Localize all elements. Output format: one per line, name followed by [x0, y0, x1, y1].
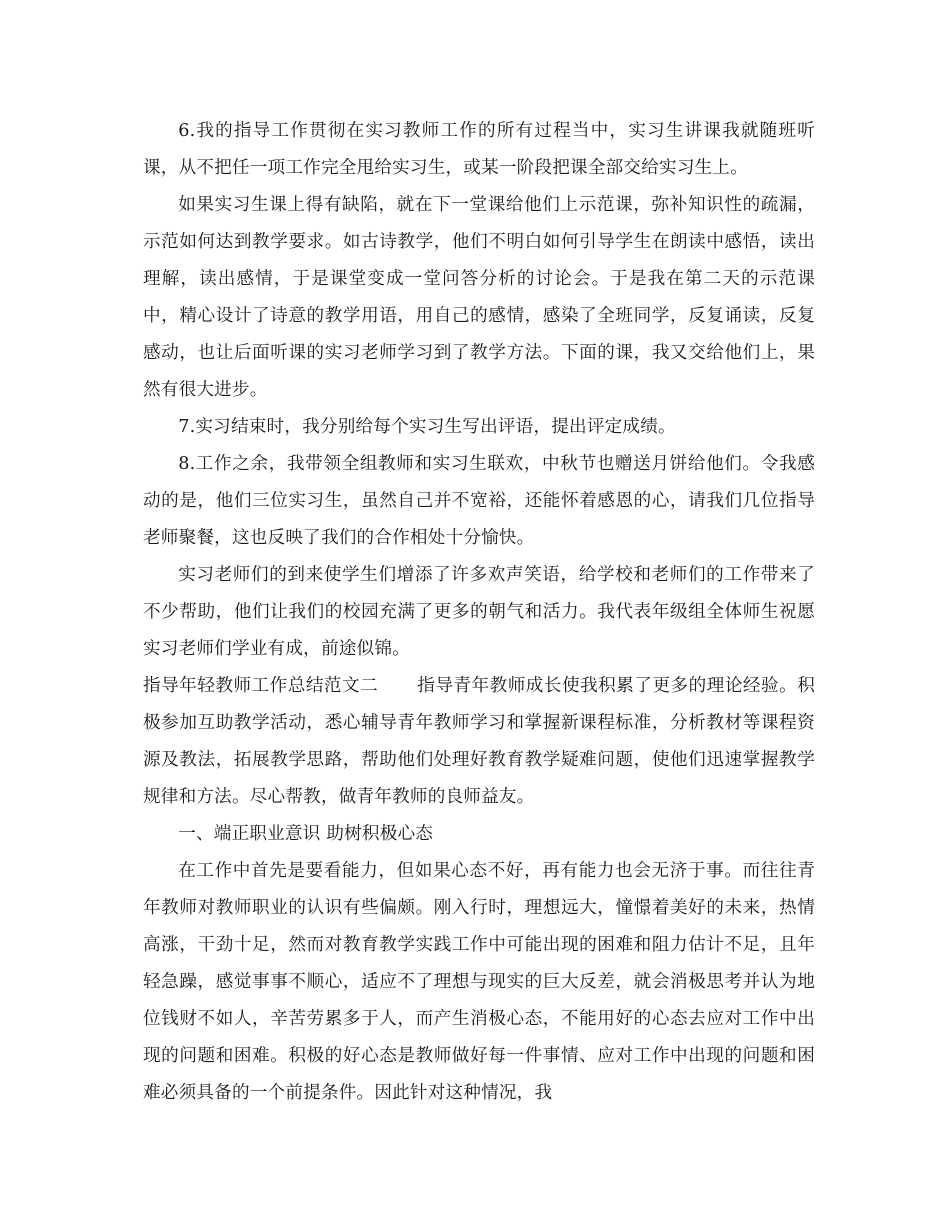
document-body — [143, 113, 815, 1112]
paragraph-item-7: 7.实习结束时，我分别给每个实习生写出评语，提出评定成绩。 — [178, 417, 676, 437]
paragraph-item-6: 6.我的指导工作贯彻在实习教师工作的所有过程当中，实习生讲课我就随班听课，从不把任一项工作完全甩给实习生，或某一阶段把课全部交给实习生上。 — [143, 121, 815, 178]
heading-attitude: 一、端正职业意识 助树积极心态 — [178, 824, 434, 844]
section-two-block — [143, 668, 815, 816]
paragraph-closing: 实习老师们的到来使学生们增添了许多欢声笑语，给学校和老师们的工作带来了不少帮助，他们让我们的校园充满了更多的朝气和活力。我代表年级组全体师生祝愿实习老师们学业有成，前途似锦。 — [143, 565, 815, 659]
paragraph-item-8: 8.工作之余，我带领全组教师和实习生联欢，中秋节也赠送月饼给他们。令我感动的是，他们三位实习生，虽然自己并不宽裕，还能怀着感恩的心，请我们几位指导老师聚餐，这也反映了我们的合作相处十分愉快。 — [143, 454, 815, 548]
paragraph-demo-lesson: 如果实习生课上得有缺陷，就在下一堂课给他们上示范课，弥补知识性的疏漏，示范如何达到教学要求。如古诗教学，他们不明白如何引导学生在朗读中感悟，读出理解，读出感情，于是课堂变成一堂问答分析的讨论会。于是我在第二天的示范课中，精心设计了诗意的教学用语，用自己的感情，感染了全班同学，反复诵读，反复感动，也让后面听课的实习老师学习到了教学方法。下面的课，我又交给他们上，果然有很大进步。 — [143, 195, 815, 400]
section-intro: 指导青年教师成长使我积累了更多的理论经验。积极参加互助教学活动，悉心辅导青年教师学习和掌握新课程标准，分析教材等课程资源及教法，拓展教学思路，帮助他们处理好教育教学疑难问题，使他们迅速掌握教学规律和方法。尽心帮教，做青年教师的良师益友。 — [143, 676, 815, 807]
paragraph-attitude: 在工作中首先是要看能力，但如果心态不好，再有能力也会无济于事。而往往青年教师对教师职业的认识有些偏颇。刚入行时，理想远大，憧憬着美好的未来，热情高涨，干劲十足，然而对教育教学实践工作中可能出现的困难和阻力估计不足，且年轻急躁，感觉事事不顺心，适应不了理想与现实的巨大反差，就会消极思考并认为地位钱财不如人，辛苦劳累多于人，而产生消极心态，不能用好的心态去应对工作中出现的问题和困难。积极的好心态是教师做好每一件事情、应对工作中出现的问题和困难必须具备的一个前提条件。因此针对这种情况，我 — [143, 861, 815, 1103]
section-title: 指导年轻教师工作总结范文二 — [143, 676, 379, 696]
